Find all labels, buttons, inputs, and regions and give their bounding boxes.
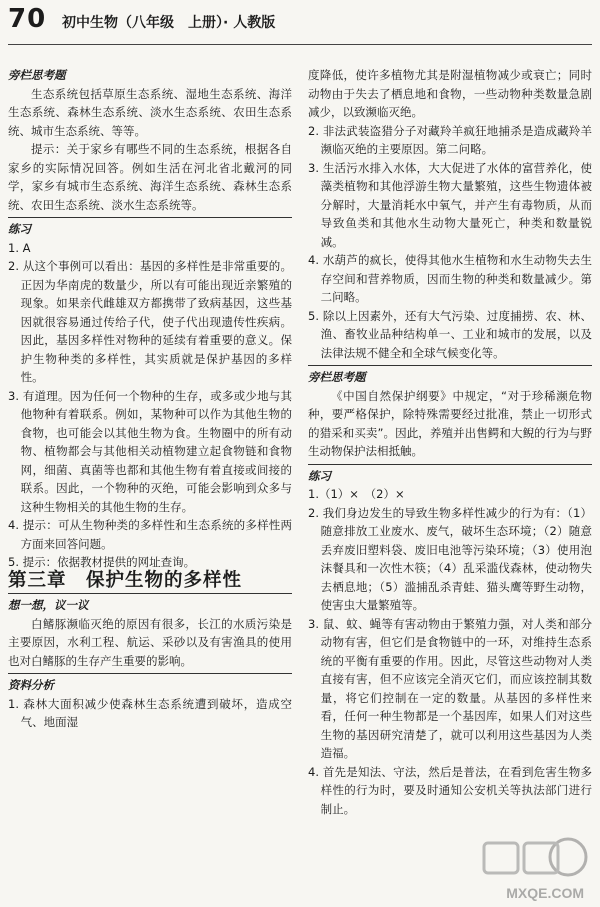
paragraph-continued: 度降低，使许多植物尤其是附湿植物减少或衰亡；同时动物由于失去了栖息地和食物，一些动物种类数量急剧减少，以致濒临灭绝。: [308, 68, 592, 119]
analysis-item: 1. 森林大面积减少使森林生态系统遭到破坏，造成空气、地面湿: [8, 696, 292, 729]
exercise-item: 1.（1）× （2）×: [308, 487, 405, 501]
left-column: [8, 66, 292, 732]
page-number: 70: [8, 4, 47, 34]
exercise-item: 4. 首先是知法、守法，然后是普法，在看到危害生物多样性的行为时，要及时通知公安机关等执法部门进行制止。: [308, 764, 592, 816]
exercise-item: 1. A: [8, 240, 31, 255]
section-heading-sidebar-questions: 旁栏思考题: [8, 68, 66, 82]
analysis-item: 3. 生活污水排入水体，大大促进了水体的富营养化，使藻类植物和其他浮游生物大量繁殖，这些生物遗体被分解时，大量消耗水中氧气，并产生有毒物质，从而导致鱼类和其他水生动物大量死亡，种类和数量锐减。: [308, 160, 592, 249]
chapter-title: 第三章 保护生物的多样性: [8, 569, 243, 591]
exercise-item: 4. 提示：可从生物种类的多样性和生态系统的多样性两方面来回答问题。: [8, 518, 292, 551]
section-divider: [308, 365, 592, 366]
section-heading-data-analysis: 资料分析: [8, 678, 54, 692]
answer-circle-logo-icon: [480, 835, 590, 885]
exercise-item: 3. 有道理。因为任何一个物种的生存，或多或少地与其他物种有着联系。例如，某物种可以作为其他生物的食物，也可能会以其他生物为食。生物圈中的所有动物、植物都会与其他相关动植物建立起食物链和食物网，细菌、真菌等也都和其他生物有着直接或间接的联系。因此，一个物种的灭绝，可能会影响到众多与这种生物相关的其他生物的生存。: [8, 388, 292, 514]
paragraph: 《中国自然保护纲要》中规定，“对于珍稀濒危物种，要严格保护，除特殊需要经过批准，禁止一切形式的猎采和买卖”。因此，养殖并出售鳄和大鲵的行为与野生动物保护法相抵触。: [308, 388, 592, 458]
analysis-item: 5. 除以上因素外，还有大气污染、过度捕捞、农、林、渔、畜牧业品种结构单一、工业和城市的发展，以及法律法规不健全和全球气候变化等。: [308, 308, 592, 360]
watermark: [480, 835, 590, 901]
section-divider: [8, 217, 292, 218]
section-heading-sidebar-questions: 旁栏思考题: [308, 370, 366, 384]
section-divider: [8, 673, 292, 674]
analysis-item: 4. 水葫芦的疯长，使得其他水生植物和水生动物失去生存空间和营养物质，因而生物的种类和数量减少。第二问略。: [308, 253, 592, 304]
paragraph: 白鳍豚濒临灭绝的原因有很多，长江的水质污染是主要原因，水利工程、航运、采砂以及有害渔具的使用也对白鳍豚的生存产生重要的影响。: [8, 616, 292, 668]
book-title: 初中生物（八年级 上册）· 人教版: [62, 15, 276, 31]
exercise-item: 5. 提示：依据教材提供的网址查询。: [8, 555, 196, 569]
section-heading-think-discuss: 想一想，议一议: [8, 598, 89, 612]
header-rule: [8, 44, 592, 45]
exercise-item: 2. 从这个事例可以看出：基因的多样性是非常重要的。正因为华南虎的数量少，所以有可能出现近亲繁殖的现象。如果亲代雌雄双方都携带了致病基因，这些基因就很容易通过传给子代，使子代出现遗传性疾病。因此，基因多样性对物种的延续有着重要的意义。保护生物种类的多样性，其实质就是保护基因的多样性。: [8, 259, 292, 384]
paragraph: 生态系统包括草原生态系统、湿地生态系统、海洋生态系统、森林生态系统、淡水生态系统、农田生态系统、城市生态系统、等等。: [8, 86, 292, 138]
section-heading-exercises: 练习: [308, 468, 331, 483]
section-heading-exercises: 练习: [8, 222, 31, 236]
section-divider: [308, 464, 592, 465]
right-column: [308, 66, 592, 818]
paragraph: 提示：关于家乡有哪些不同的生态系统，根据各自家乡的实际情况回答。例如生活在河北省北戴河的同学，家乡有城市生态系统、海洋生态系统、森林生态系统、农田生态系统、淡水生态系统等。: [8, 142, 292, 212]
exercise-item: 3. 鼠、蚊、蝇等有害动物由于繁殖力强，对人类和部分动物有害，但它们是食物链中的一环，对维持生态系统的平衡有重要的作用。因此，尽管这些动物对人类直接有害，但不应该完全消灭它们，而应该控制其数量，将它们控制在一定的数量。从基因的多样性来看，任何一种生物都是一个基因库，如果人们对这些生物的基因研究清楚了，就可以利用这些基因为人类造福。: [308, 616, 592, 760]
watermark-text: MXQE.COM: [506, 885, 584, 901]
section-divider: [8, 593, 292, 594]
exercise-item: 2. 我们身边发生的导致生物多样性减少的行为有：（1）随意排放工业废水、废气，破坏生态环境；（2）随意丢弃废旧塑料袋、废旧电池等污染环境；（3）使用泡沫餐具和一次性木筷；（4）乱采滥伐森林，使动物失去栖息地；（5）滥捕乱杀青蛙、猫头鹰等野生动物，使害虫大量繁殖等。: [308, 505, 592, 612]
analysis-item: 2. 非法武装盗猎分子对藏羚羊疯狂地捕杀是造成藏羚羊濒临灭绝的主要原因。第二问略。: [308, 123, 592, 156]
page-header: [8, 4, 592, 44]
